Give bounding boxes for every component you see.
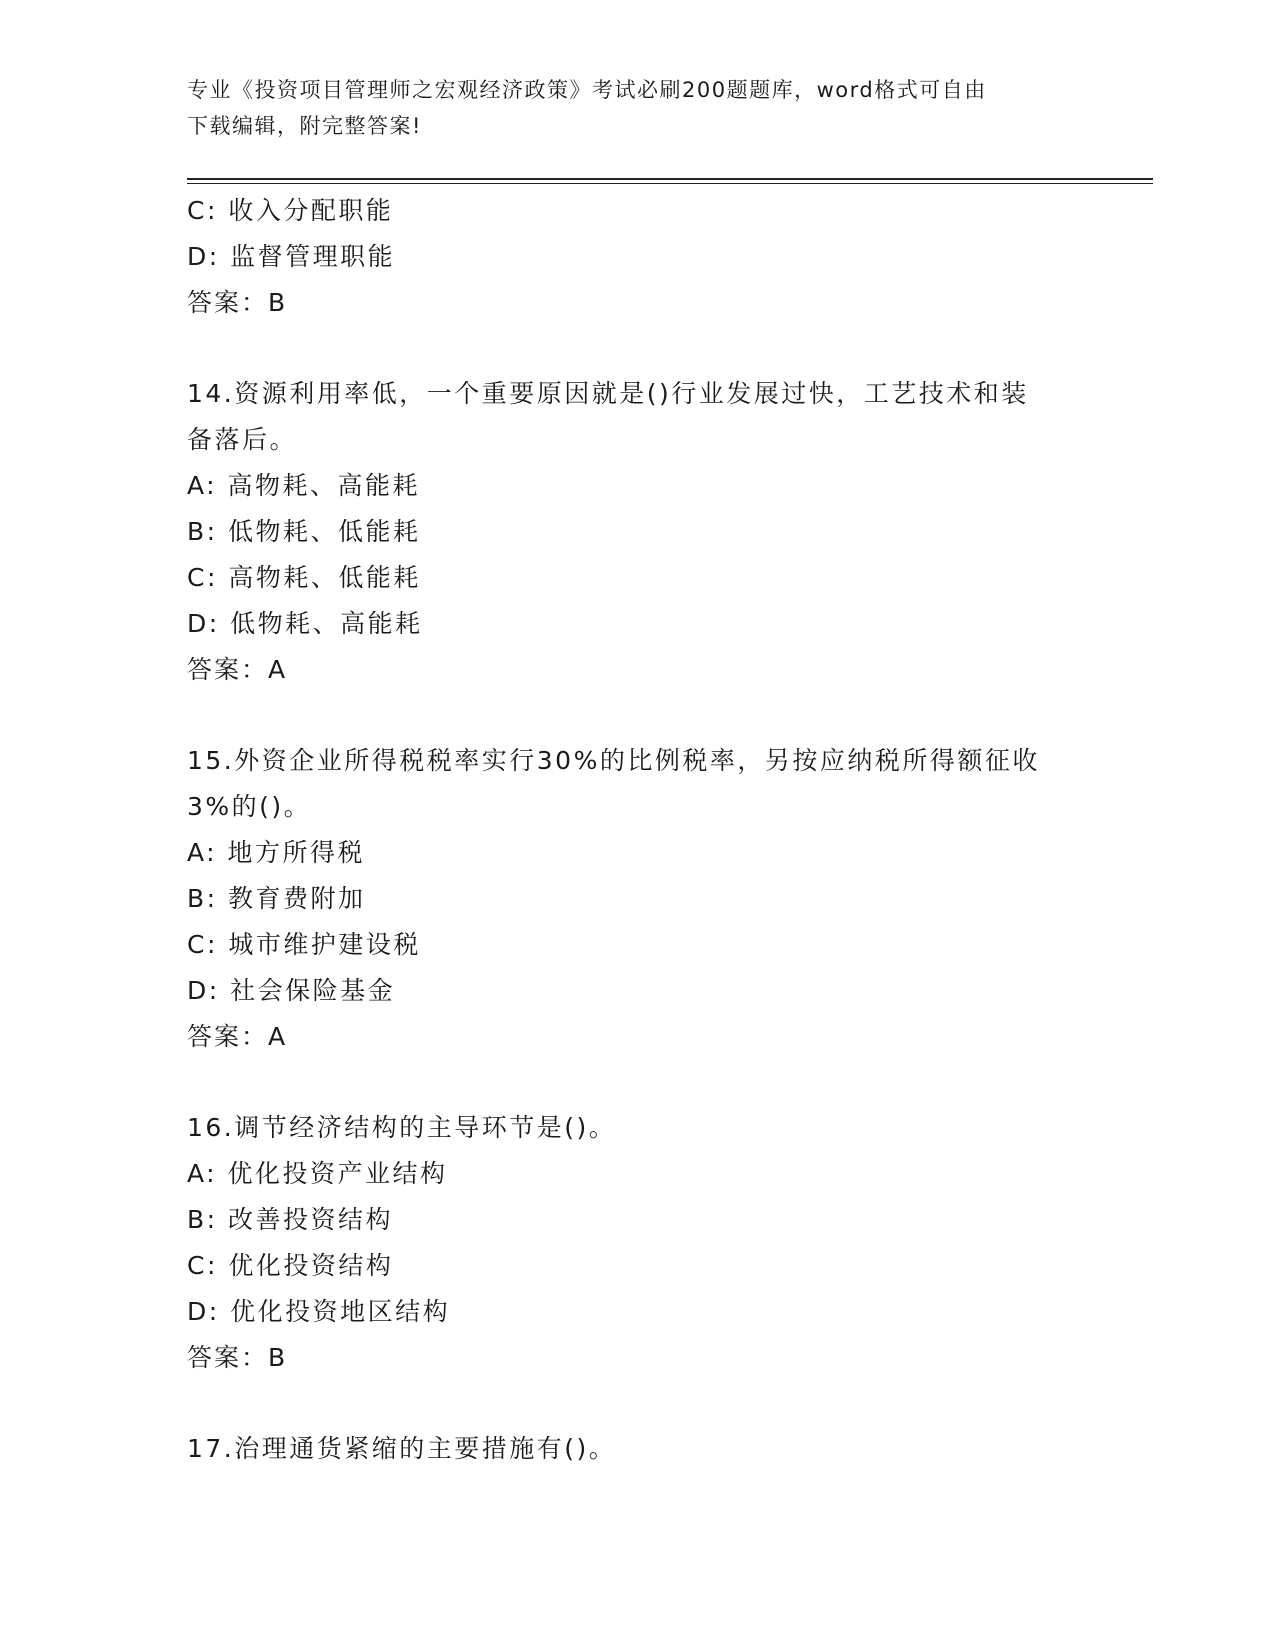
question-14 — [187, 371, 1087, 693]
q16-option-a: A: 优化投资产业结构 — [187, 1159, 448, 1188]
q14-option-d: D: 低物耗、高能耗 — [187, 609, 423, 638]
q14-answer: 答案：A — [187, 655, 288, 684]
q16-option-c: C: 优化投资结构 — [187, 1251, 394, 1280]
q15-answer: 答案：A — [187, 1022, 288, 1051]
q14-option-c: C: 高物耗、低能耗 — [187, 563, 421, 592]
question-13 — [187, 188, 1087, 326]
question-list — [187, 188, 1087, 1472]
document-header — [187, 72, 1087, 144]
q17-text-line-1: 17.治理通货紧缩的主要措施有()。 — [187, 1434, 617, 1463]
q16-option-b: B: 改善投资结构 — [187, 1205, 394, 1234]
question-17 — [187, 1426, 1087, 1472]
q14-option-b: B: 低物耗、低能耗 — [187, 517, 421, 546]
q16-text-line-1: 16.调节经济结构的主导环节是()。 — [187, 1113, 617, 1142]
q15-option-d: D: 社会保险基金 — [187, 976, 396, 1005]
q15-option-a: A: 地方所得税 — [187, 838, 366, 867]
q14-text-line-1: 14.资源利用率低，一个重要原因就是()行业发展过快，工艺技术和装 — [187, 379, 1029, 408]
q13-option-d: D: 监督管理职能 — [187, 242, 396, 271]
header-line-2: 下载编辑，附完整答案! — [187, 114, 422, 138]
spacer — [187, 326, 1087, 371]
header-line-1: 专业《投资项目管理师之宏观经济政策》考试必刷200题题库，word格式可自由 — [187, 78, 987, 102]
header-rule-thick — [187, 178, 1153, 180]
spacer — [187, 1060, 1087, 1105]
header-rule-thin — [187, 183, 1153, 184]
q15-option-b: B: 教育费附加 — [187, 884, 366, 913]
q15-text-line-1: 15.外资企业所得税税率实行30%的比例税率，另按应纳税所得额征收 — [187, 746, 1040, 775]
q13-option-c: C: 收入分配职能 — [187, 196, 394, 225]
q14-text-line-2: 备落后。 — [187, 425, 298, 454]
q15-text-line-2: 3%的()。 — [187, 792, 312, 821]
q13-answer: 答案：B — [187, 288, 288, 317]
spacer — [187, 693, 1087, 738]
q16-option-d: D: 优化投资地区结构 — [187, 1297, 451, 1326]
q14-option-a: A: 高物耗、高能耗 — [187, 471, 421, 500]
q15-option-c: C: 城市维护建设税 — [187, 930, 421, 959]
spacer — [187, 1381, 1087, 1426]
q16-answer: 答案：B — [187, 1343, 288, 1372]
question-16 — [187, 1105, 1087, 1381]
question-15 — [187, 738, 1087, 1060]
